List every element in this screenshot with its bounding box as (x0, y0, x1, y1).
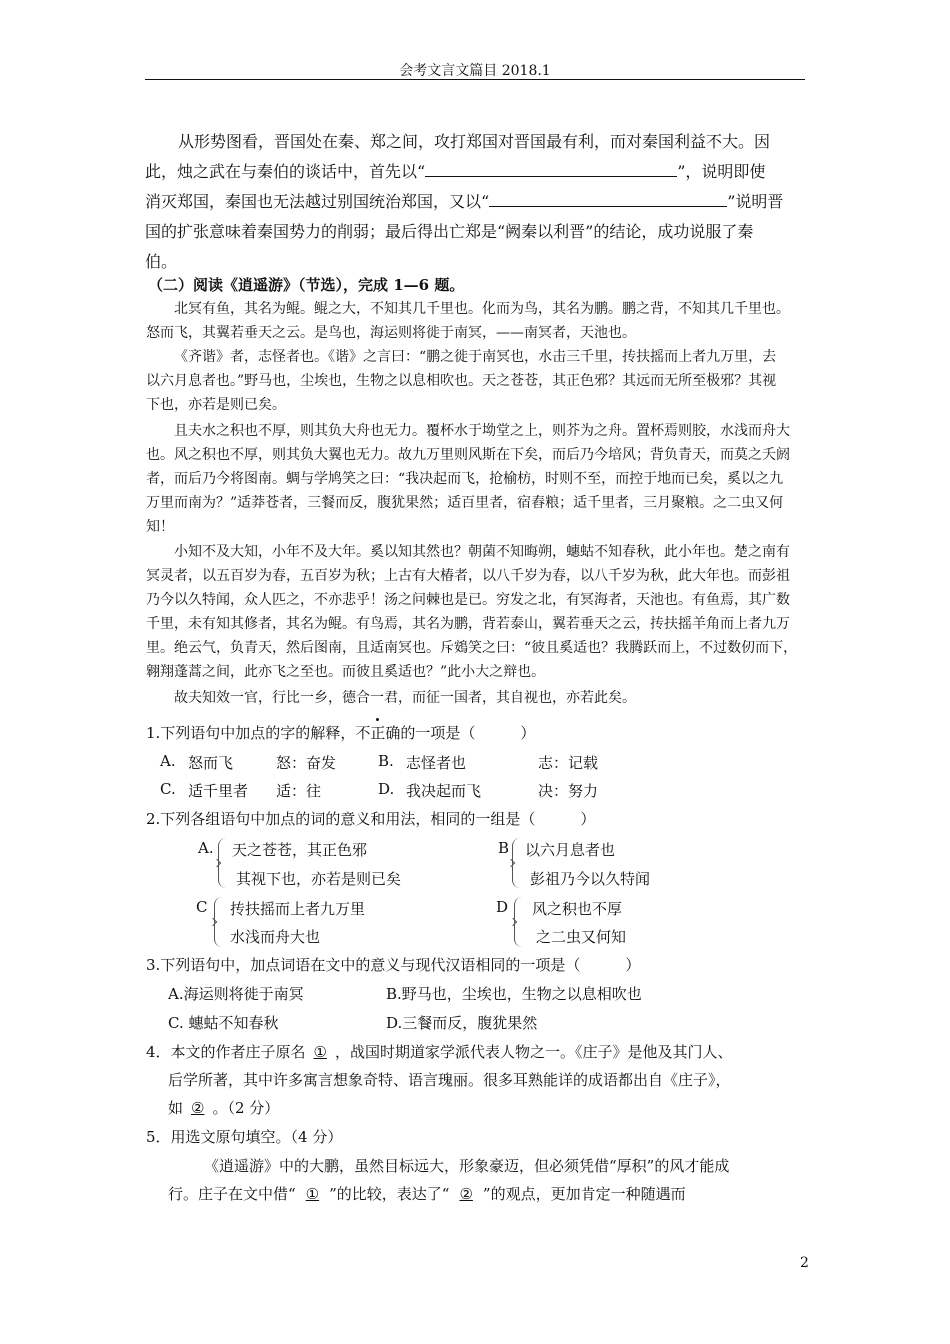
q3-option-b: B.野马也，尘埃也，生物之以息相吹也 (386, 985, 642, 1003)
passage-line: 北冥有鱼，其名为鲲。鲲之大，不知其几千里也。化而为鸟，其名为鹏。鹏之背，不知其几千里也。 (174, 301, 790, 317)
q4-line-3-end: 。（2 分） (212, 1099, 280, 1117)
passage-line: 也。风之积也不厚，则其负大翼也无力。故九万里则风斯在下矣，而后乃今培风；背负青天，而莫之夭阏 (146, 447, 790, 463)
section-title: （二）阅读《逍遥游》（节选），完成 1—6 题。 (148, 276, 465, 294)
q2-option-d-brace (514, 897, 523, 947)
q3-option-a: A.海运则将徙于南冥 (168, 985, 304, 1003)
question-2-stem: 2.下列各组语句中加点的词的意义和用法，相同的一组是（ ） (146, 810, 596, 828)
q2-option-b-line-2: 彭祖乃今以久特闻 (530, 870, 651, 888)
q1-option-c-text: 适千里者 (188, 782, 249, 800)
q5-blank-1: ① (305, 1185, 320, 1203)
q2-option-c-brace (214, 897, 223, 947)
q1-option-d-gloss: 决：努力 (538, 782, 599, 800)
question-3-stem: 3.下列语句中，加点词语在文中的意义与现代汉语相同的一项是（ ） (146, 956, 641, 974)
question-5-line-2 (168, 1183, 686, 1204)
question-4-line-3 (168, 1097, 279, 1118)
passage-line: 小知不及大知，小年不及大年。奚以知其然也？朝菌不知晦朔，蟪蛄不知春秋，此小年也。楚之南有 (174, 544, 790, 560)
intro-line-1: 从形势图看，晋国处在秦、郑之间，攻打郑国对晋国最有利，而对秦国利益不大。因 (178, 132, 771, 151)
passage-line: 者，而后乃今将图南。蜩与学鸠笑之曰：“我决起而飞，抢榆枋，时则不至，而控于地而已矣，奚以之九 (146, 471, 784, 487)
passage-line: 里。绝云气，负青天，然后图南，且适南冥也。斥鴳笑之曰：“彼且奚适也？我腾跃而上，不过数仞而下， (146, 640, 798, 656)
passage-line: 以六月息者也。”野马也，尘埃也，生物之以息相吹也。天之苍苍，其正色邪？其远而无所至极邪？其视 (146, 373, 777, 389)
intro-line-2-end: ”，说明即使 (677, 162, 766, 181)
q1-option-d-label: D. (378, 780, 395, 798)
q2-option-b-line-1: 以六月息者也 (525, 841, 616, 859)
q2-option-d-label: D (496, 898, 509, 916)
q1-option-a-text: 怒而飞 (188, 754, 234, 772)
intro-line-2 (145, 157, 765, 187)
passage-line: 万里而南为？”适莽苍者，三餐而反，腹犹果然；适百里者，宿舂粮；适千里者，三月聚粮。之二虫又何 (146, 495, 784, 511)
q5-line-2-middle: ”的比较，表达了“ (329, 1185, 450, 1203)
q2-option-d-line-2: 之二虫又何知 (536, 928, 627, 946)
passage-line: 冥灵者，以五百岁为春，五百岁为秋；上古有大椿者，以八千岁为春，以八千岁为秋，此大年也。而彭祖 (146, 568, 790, 584)
q2-option-a-brace (218, 838, 227, 888)
question-4-line-1 (146, 1041, 733, 1062)
q1-option-b-text: 志怪者也 (406, 754, 467, 772)
intro-line-3-start: 消灭郑国，秦国也无法越过别国统治郑国，又以“ (145, 192, 490, 211)
q4-line-3-start: 如 (168, 1099, 184, 1117)
q1-option-d-text: 我决起而飞 (406, 782, 482, 800)
q5-line-2-end: ”的观点，更加肯定一种随遇而 (482, 1185, 686, 1203)
q1-stem-start: 1.下列语句中加点的字的解释， (146, 724, 356, 742)
passage-line: 且夫水之积也不厚，则其负大舟也无力。覆杯水于坳堂之上，则芥为之舟。置杯焉则胶，水浅而舟大 (174, 423, 790, 439)
q3-option-c: C. 蟪蛄不知春秋 (168, 1014, 279, 1032)
intro-line-4: 国的扩张意味着秦国势力的削弱；最后得出亡郑是“阙秦以利晋”的结论，成功说服了秦 (145, 222, 754, 241)
q1-option-b-gloss: 志：记载 (538, 754, 599, 772)
intro-line-2-start: 此，烛之武在与秦伯的谈话中，首先以“ (145, 162, 426, 181)
answer-blank-1 (425, 162, 677, 177)
q1-stem-emphasis: 不正确 (355, 724, 401, 742)
q5-line-2-start: 行。庄子在文中借“ (168, 1185, 296, 1203)
page-header: 会考文言文篇目 2018.1 (399, 63, 551, 79)
passage-line: 翱翔蓬蒿之间，此亦飞之至也。而彼且奚适也？”此小大之辩也。 (146, 664, 546, 680)
passage-line: 下也，亦若是则已矣。 (146, 397, 286, 413)
q2-option-c-line-2: 水浅而舟大也 (230, 928, 321, 946)
question-1-stem (146, 722, 535, 743)
q2-option-b-brace (512, 838, 521, 888)
q2-option-a-line-2: 其视下也，亦若是则已矣 (236, 870, 402, 888)
passage-line: 知！ (146, 519, 174, 535)
q2-option-d-line-1: 风之积也不厚 (532, 900, 623, 918)
q4-blank-1: ① (313, 1043, 327, 1061)
q4-line-1-start: 4．本文的作者庄子原名 (146, 1043, 306, 1061)
question-4-line-2: 后学所著，其中许多寓言想象奇特、语言瑰丽。很多耳熟能详的成语都出自《庄子》， (168, 1071, 731, 1089)
page-number: 2 (800, 1255, 809, 1271)
q1-option-b-label: B. (378, 752, 394, 770)
q1-option-a-gloss: 怒：奋发 (276, 754, 337, 772)
q4-blank-2: ② (191, 1099, 205, 1117)
q3-option-d: D.三餐而反，腹犹果然 (386, 1014, 538, 1032)
question-5-line-1: 《逍遥游》中的大鹏，虽然目标远大，形象豪迈，但必须凭借“厚积”的风才能成 (204, 1157, 730, 1175)
q2-option-c-label: C (196, 898, 208, 916)
q1-stem-end: 的一项是（ ） (400, 724, 536, 742)
q1-option-c-label: C. (160, 780, 176, 798)
q4-line-1-end: ，战国时期道家学派代表人物之一。《庄子》是他及其门人、 (335, 1043, 733, 1061)
passage-line: 千里，未有知其修者，其名为鲲。有鸟焉，其名为鹏，背若泰山，翼若垂天之云，抟扶摇羊角而上者九万 (146, 616, 790, 632)
passage-line: 故夫知效一官，行比一乡，德合一君，而征一国者，其自视也，亦若此矣。 (174, 690, 636, 706)
intro-line-5: 伯。 (145, 252, 178, 271)
q2-option-a-line-1: 天之苍苍，其正色邪 (232, 841, 368, 859)
q5-blank-2: ② (459, 1185, 473, 1203)
answer-blank-2 (489, 192, 727, 207)
q2-option-c-line-1: 抟扶摇而上者九万里 (230, 900, 366, 918)
question-5-stem: 5．用选文原句填空。（4 分） (146, 1128, 343, 1146)
intro-line-3 (145, 187, 783, 217)
passage-line: 怒而飞，其翼若垂天之云。是鸟也，海运则将徙于南冥，——南冥者，天池也。 (146, 325, 636, 341)
passage-line: 《齐谐》者，志怪者也。《谐》之言曰：“鹏之徙于南冥也，水击三千里，抟扶摇而上者九万里，去 (174, 349, 777, 365)
q2-option-b-label: B (498, 839, 510, 857)
q2-option-a-label: A. (198, 839, 214, 857)
passage-line: 乃今以久特闻，众人匹之，不亦悲乎！汤之问棘也是已。穷发之北，有冥海者，天池也。有鱼焉，其广数 (146, 592, 790, 608)
q1-option-a-label: A. (160, 752, 176, 770)
intro-line-3-end: ”说明晋 (727, 192, 784, 211)
q1-option-c-gloss: 适：往 (276, 782, 322, 800)
header-rule (145, 79, 805, 80)
